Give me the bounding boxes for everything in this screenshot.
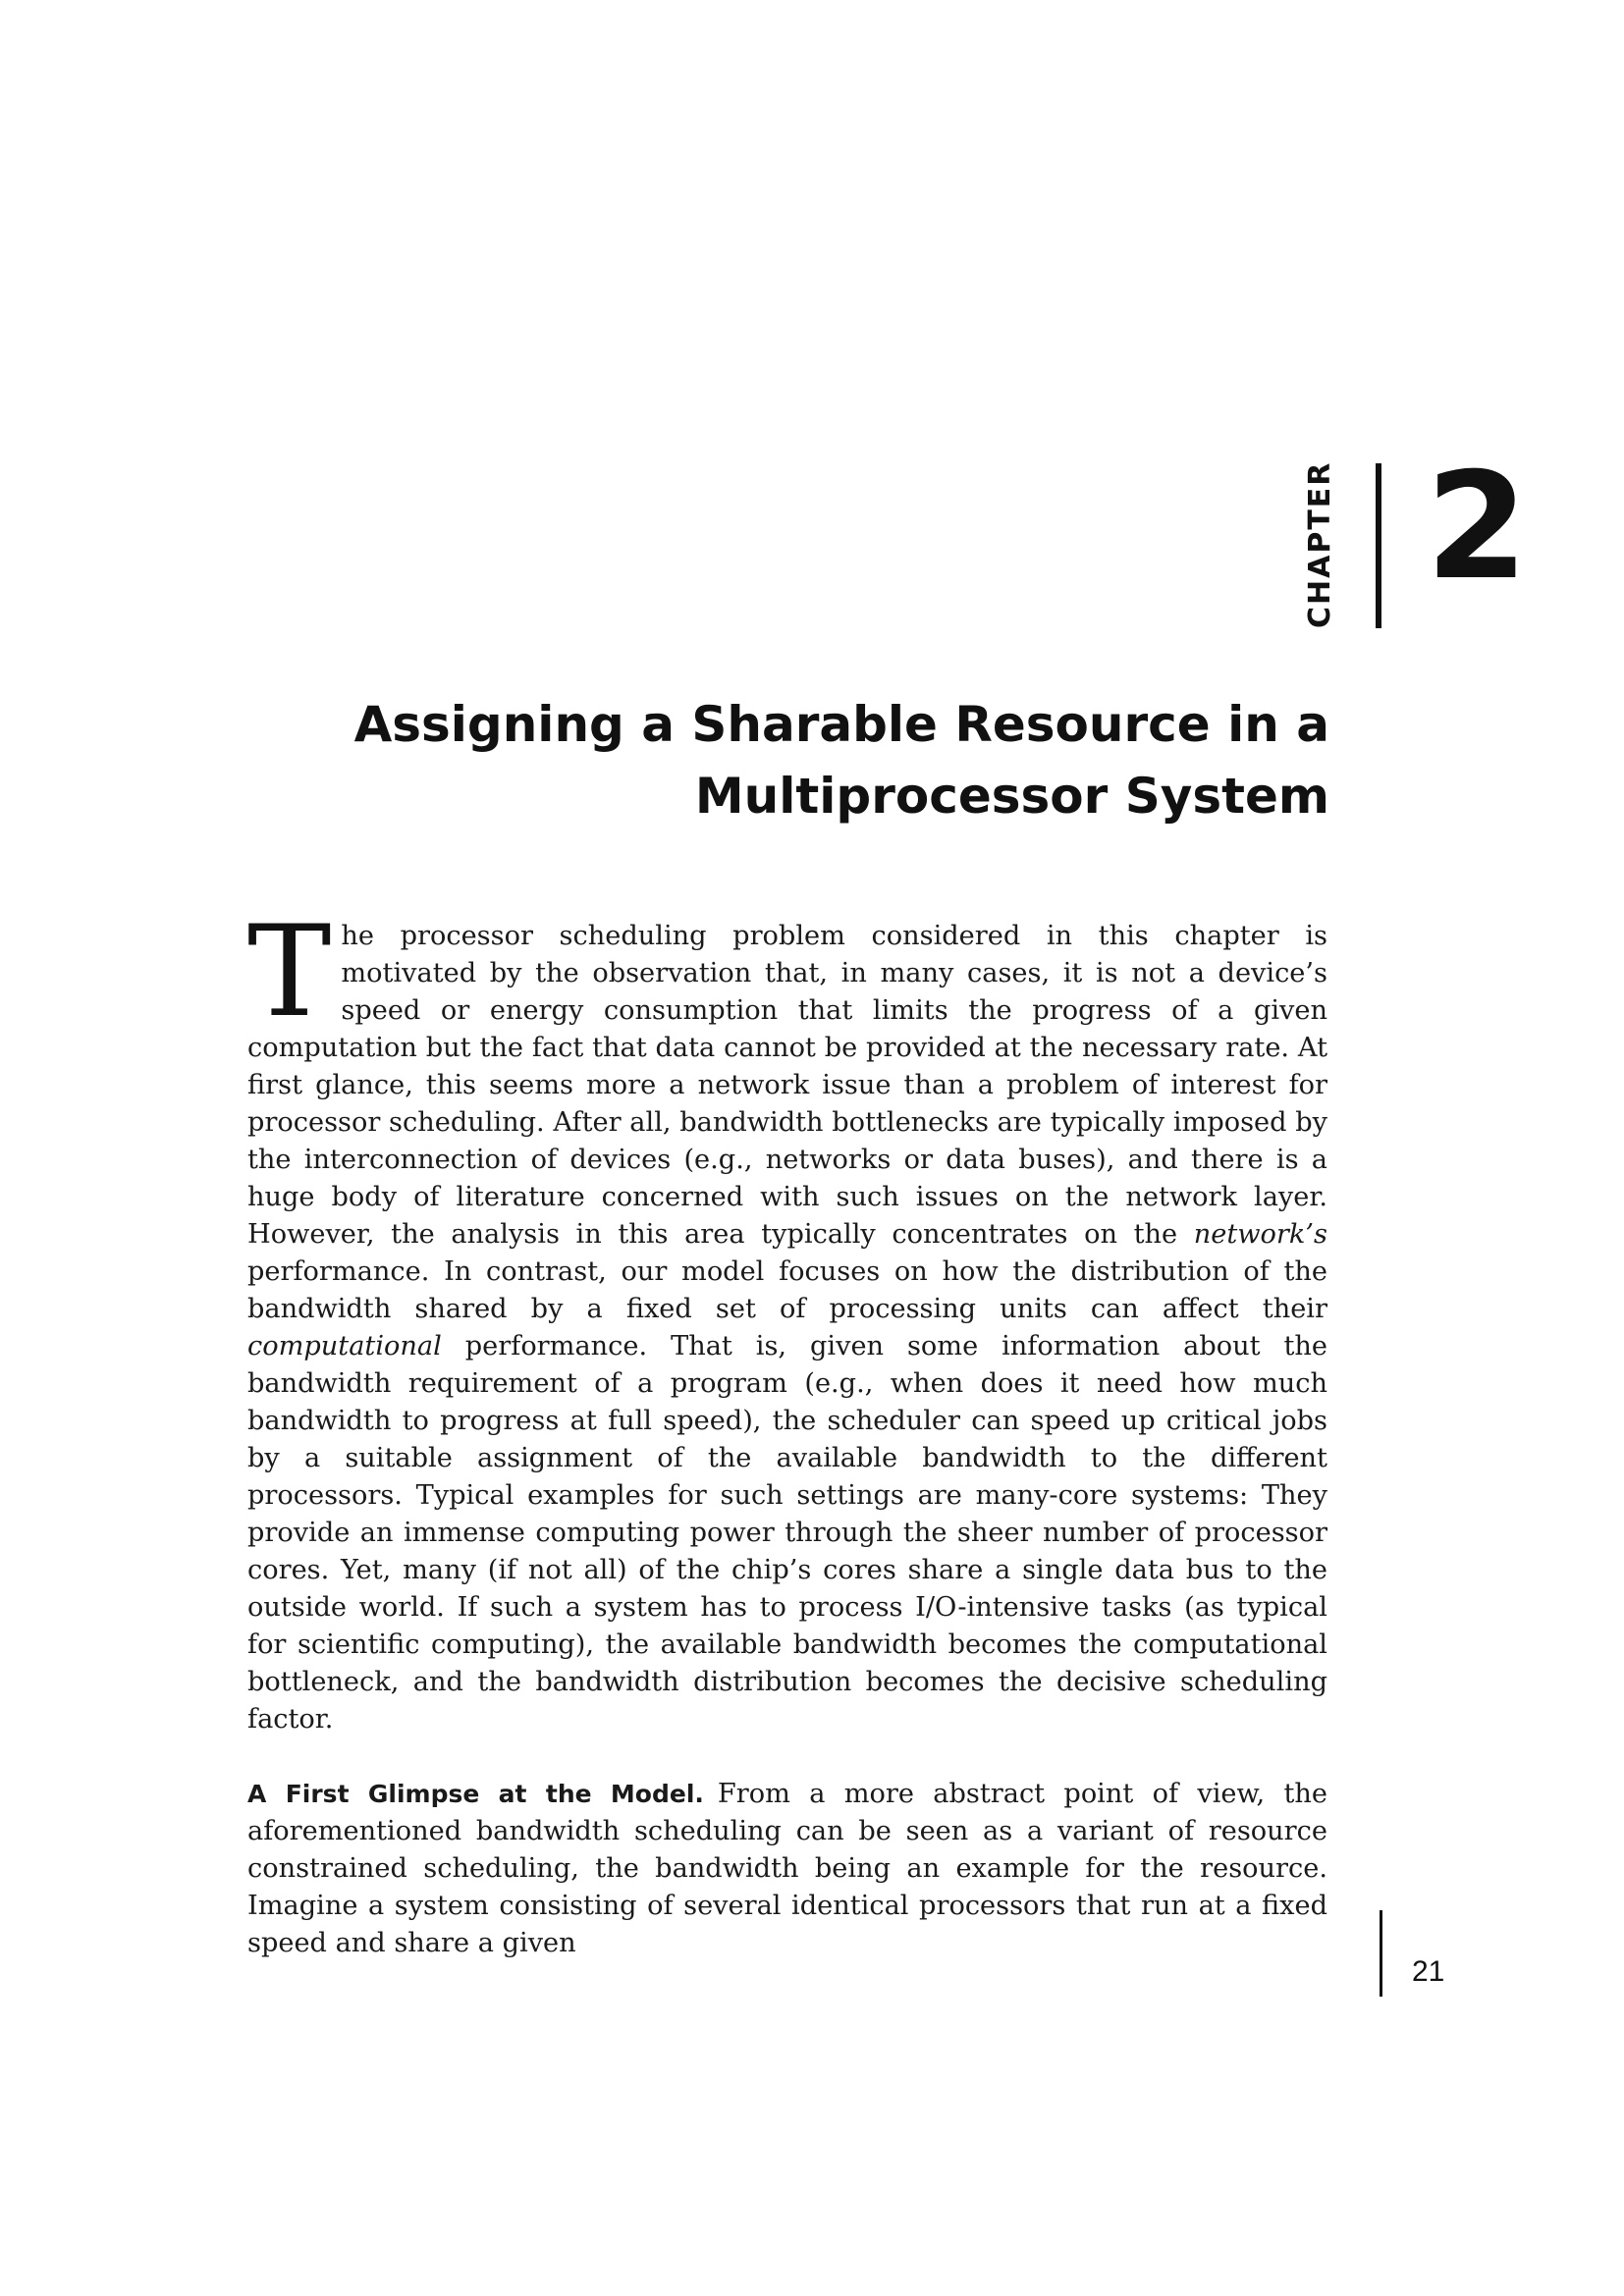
chapter-title-line-2: Multiprocessor System [694, 767, 1329, 825]
chapter-label: CHAPTER [1303, 460, 1337, 628]
intro-paragraph [247, 899, 1327, 1738]
page-number: 21 [1412, 1955, 1445, 1988]
intro-italic-computational: computational [247, 1331, 442, 1362]
drop-cap: T [247, 899, 332, 1045]
footer-divider [1380, 1910, 1382, 1997]
chapter-divider [1376, 463, 1381, 628]
intro-text-a: he processor scheduling problem considered in this chapter is motivated by the observation that, in many cases, it is not a device’s speed or energy consumption that limits the progress of a given computation but the fact that data cannot be provided at the necessary rate. At first glance, this seems more a network issue than a problem of interest for processor scheduling. After all, bandwidth bottlenecks are typically imposed by the interconnection of devices (e.g., networks or data buses), and there is a huge body of literature concerned with such issues on the network layer. However, the analysis in this area typically concentrates on the [247, 921, 1327, 1250]
chapter-title [348, 689, 1329, 832]
chapter-number: 2 [1426, 442, 1529, 613]
section-paragraph [247, 1776, 1327, 1962]
section-text: From a more abstract point of view, the aforementioned bandwidth scheduling can be seen as a variant of resource constrained scheduling, the bandwidth being an example for the resource. Imagine a system consisting of several identical processors that run at a fixed speed and share a given [247, 1779, 1328, 1958]
intro-italic-networks: network’s [1193, 1219, 1327, 1250]
intro-text-c: performance. That is, given some information about the bandwidth requirement of a program (e.g., when does it need how much bandwidth to progress at full speed), the scheduler can speed up critical jobs by a suitable assignment of the available bandwidth to the different processors. Typical examples for such settings are many-core systems: They provide an immense computing power through the sheer number of processor cores. Yet, many (if not all) of the chip’s cores share a single data bus to the outside world. If such a system has to process I/O-intensive tasks (as typical for scientific computing), the available bandwidth becomes the computational bottleneck, and the bandwidth distribution becomes the decisive scheduling factor. [247, 1331, 1327, 1735]
section-run-in-heading: A First Glimpse at the Model. [247, 1780, 704, 1808]
chapter-title-line-1: Assigning a Sharable Resource in a [353, 695, 1329, 753]
body-text [247, 899, 1328, 1962]
intro-text-b: performance. In contrast, our model focuses on how the distribution of the bandwidth shared by a fixed set of processing units can affect their [247, 1256, 1327, 1324]
